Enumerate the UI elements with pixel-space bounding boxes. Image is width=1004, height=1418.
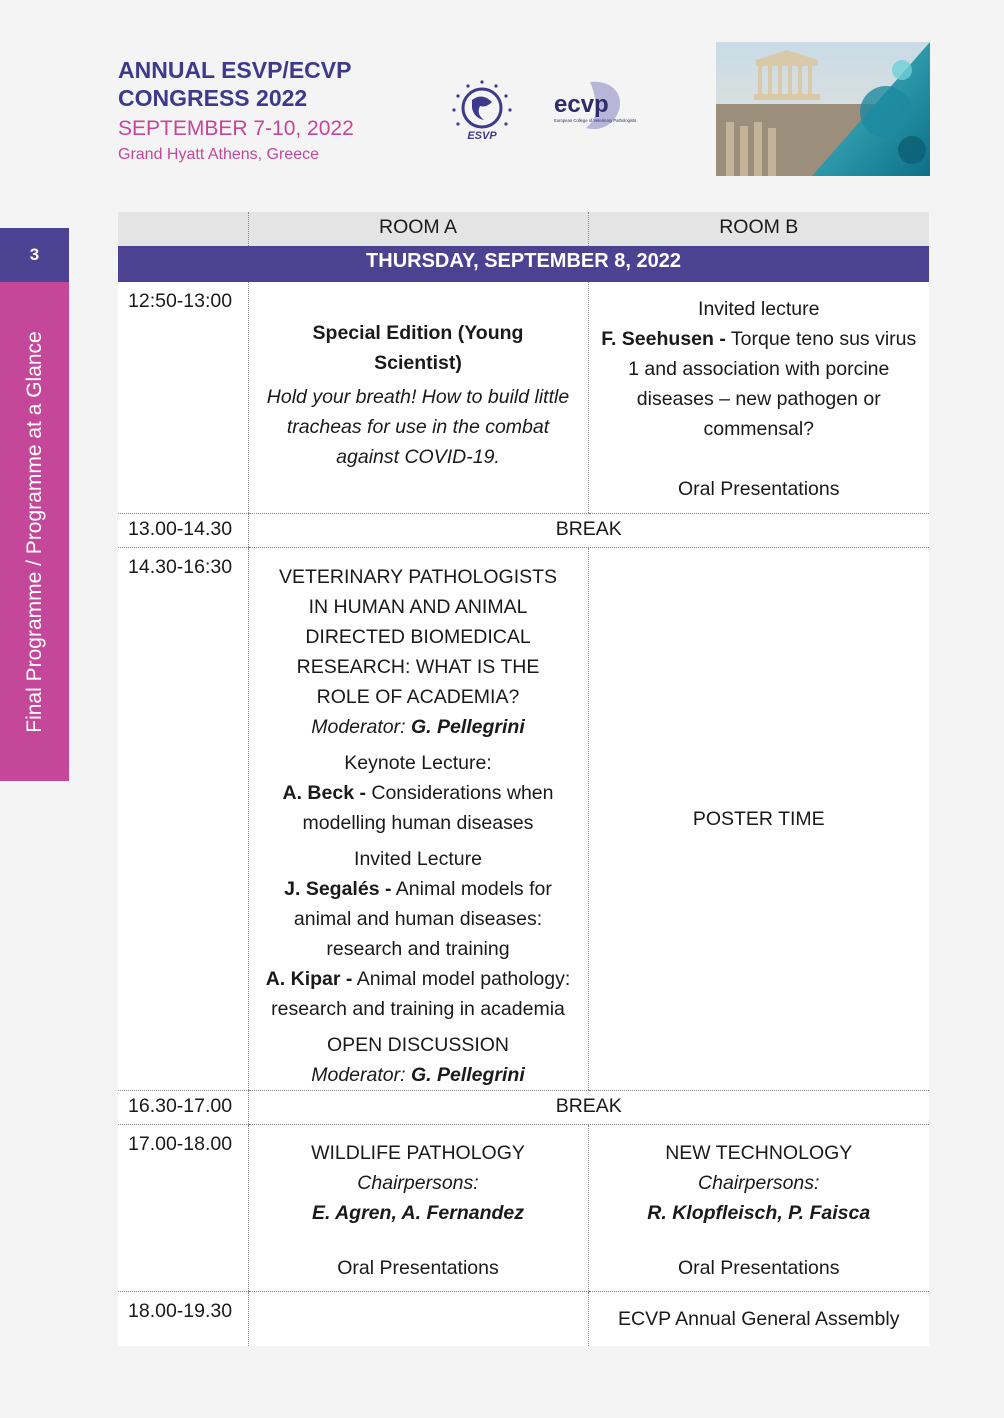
page-number: 3 <box>0 228 69 282</box>
congress-dates: SEPTEMBER 7-10, 2022 <box>118 117 354 140</box>
chairpersons-label: Chairpersons: <box>698 1172 820 1194</box>
invited-lecture <box>277 874 560 964</box>
session-row <box>118 282 929 514</box>
chairpersons: E. Agren, A. Fernandez <box>311 1202 524 1224</box>
room-b-session <box>588 282 929 514</box>
room-b-session: ECVP Annual General Assembly <box>588 1292 929 1347</box>
room-b-header: ROOM B <box>588 212 929 246</box>
time-slot: 17.00-18.00 <box>118 1125 248 1292</box>
moderator-name: G. Pellegrini <box>405 1064 525 1086</box>
lecture-type: Invited lecture <box>698 298 820 320</box>
moderator <box>249 712 588 742</box>
room-b-session <box>588 1125 929 1292</box>
invited-label: Invited Lecture <box>354 848 482 870</box>
ecvp-logo <box>552 78 637 138</box>
room-a-session <box>248 1292 588 1347</box>
session-row <box>118 1125 929 1292</box>
talk-title: Animal model pathology: research and training in academia <box>271 968 571 1020</box>
room-a-session <box>248 548 588 1091</box>
invited-lecture <box>253 964 584 1024</box>
talk-title: Animal models for animal and human diseases: research and training <box>293 878 552 960</box>
athens-parthenon-photo <box>716 42 930 176</box>
time-slot: 16.30-17.00 <box>118 1091 248 1125</box>
break-row <box>118 1091 929 1125</box>
keynote-lecture <box>273 778 564 838</box>
session-row <box>118 1292 929 1347</box>
esvp-logo <box>450 78 514 142</box>
session-title: Special Edition (Young Scientist) <box>312 322 524 374</box>
open-discussion: OPEN DISCUSSION <box>326 1034 510 1056</box>
room-a-header: ROOM A <box>248 212 588 246</box>
break-row <box>118 514 929 548</box>
room-header-row <box>118 212 929 246</box>
chairpersons: R. Klopfleisch, P. Faisca <box>647 1202 871 1224</box>
oral-presentations: Oral Presentations <box>678 478 840 500</box>
room-a-session <box>248 1125 588 1292</box>
talk-title: Considerations when modelling human diseases <box>302 782 554 834</box>
talk-title: Torque teno sus virus 1 and association with porcine diseases – new pathogen or commensal? <box>628 328 917 440</box>
moderator <box>249 1060 588 1090</box>
ecvp-logo-text: ecvp <box>554 91 609 118</box>
speaker-name: F. Seehusen - <box>601 328 726 350</box>
congress-header <box>118 56 354 166</box>
session-title: VETERINARY PATHOLOGISTS IN HUMAN AND ANIMAL DIRECTED BIOMEDICAL RESEARCH: WHAT IS THE ROLE OF ACADEMIA? <box>278 566 558 708</box>
time-slot: 13.00-14.30 <box>118 514 248 548</box>
speaker-name: A. Beck - <box>282 782 366 804</box>
programme-table <box>118 212 929 1346</box>
break-label: BREAK <box>248 1091 929 1125</box>
session-title: NEW TECHNOLOGY <box>665 1142 853 1164</box>
speaker-name: J. Segalés - <box>284 878 392 900</box>
session-row <box>118 548 929 1091</box>
day-title: THURSDAY, SEPTEMBER 8, 2022 <box>118 246 929 282</box>
chairpersons-label: Chairpersons: <box>357 1172 479 1194</box>
oral-presentations: Oral Presentations <box>337 1257 499 1279</box>
section-label: Final Programme / Programme at a Glance <box>23 331 46 733</box>
keynote-label: Keynote Lecture: <box>344 752 492 774</box>
congress-title-line1: ANNUAL ESVP/ECVP <box>118 57 352 83</box>
time-slot: 14.30-16:30 <box>118 548 248 1091</box>
moderator-label: Moderator: <box>311 1064 406 1086</box>
time-column-header <box>118 212 248 246</box>
moderator-label: Moderator: <box>311 716 406 738</box>
congress-title-line2: CONGRESS 2022 <box>118 85 308 111</box>
congress-venue: Grand Hyatt Athens, Greece <box>118 146 319 163</box>
room-b-session: POSTER TIME <box>588 548 929 1091</box>
break-label: BREAK <box>248 514 929 548</box>
room-a-session <box>248 282 588 514</box>
day-header-row <box>118 246 929 282</box>
moderator-name: G. Pellegrini <box>405 716 525 738</box>
oral-presentations: Oral Presentations <box>678 1257 840 1279</box>
time-slot: 18.00-19.30 <box>128 1300 233 1322</box>
esvp-logo-text: ESVP <box>467 130 497 142</box>
session-title: WILDLIFE PATHOLOGY <box>311 1142 525 1164</box>
time-slot: 12:50-13:00 <box>118 282 248 514</box>
lecture-details <box>595 324 924 444</box>
speaker-name: A. Kipar - <box>265 968 353 990</box>
ecvp-logo-subtext: European College of Veterinary Pathologists <box>554 118 637 123</box>
talk-title: Hold your breath! How to build little tracheas for use in the combat against COVID-19. <box>266 386 570 468</box>
